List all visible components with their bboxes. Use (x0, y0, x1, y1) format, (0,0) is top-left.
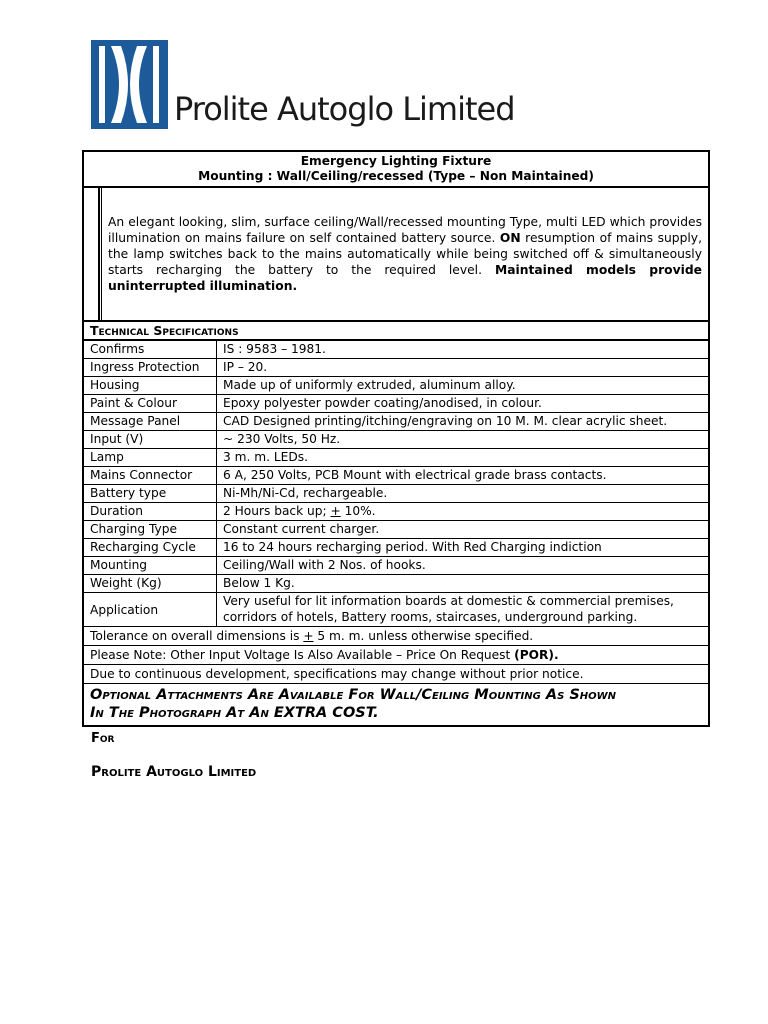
table-row (84, 467, 708, 485)
application-line1: Very useful for lit information boards at domestic & commercial premises, (223, 594, 674, 608)
company-logo (91, 40, 515, 132)
table-row (84, 377, 708, 395)
product-header (84, 152, 708, 188)
duration-suffix: 10%. (340, 504, 376, 518)
spec-value (217, 593, 708, 626)
voltage-bold: (POR). (514, 648, 559, 662)
spec-label: Lamp (84, 449, 217, 466)
spec-label: Message Panel (84, 413, 217, 430)
for-label: For (91, 731, 115, 746)
description-on: ON (499, 231, 521, 245)
voltage-text: Please Note: Other Input Voltage Is Also Available – Price On Request (90, 648, 515, 662)
table-row (84, 503, 708, 521)
spec-label: Paint & Colour (84, 395, 217, 412)
description-part2: resumption of mains supply, the lamp switches back to the mains automatically while being switched off & simultaneously starts recharging the battery to the required level. (108, 231, 702, 277)
table-row (84, 395, 708, 413)
description-bold: Maintained models provide uninterrupted illumination. (108, 263, 702, 293)
company-name: Prolite Autoglo Limited (174, 90, 515, 128)
spec-value: ~ 230 Volts, 50 Hz. (223, 432, 341, 446)
spec-value: Ceiling/Wall with 2 Nos. of hooks. (223, 558, 426, 572)
table-row (84, 539, 708, 557)
spec-value: Constant current charger. (223, 522, 380, 536)
spec-label: Weight (Kg) (84, 575, 217, 592)
spec-label: Input (V) (84, 431, 217, 448)
spec-label: Duration (84, 503, 217, 520)
spec-label: Mounting (84, 557, 217, 574)
spec-value: Ni-Mh/Ni-Cd, rechargeable. (223, 486, 388, 500)
optional-line2: In The Photograph At An EXTRA COST. (90, 705, 379, 721)
table-row (84, 359, 708, 377)
optional-attachments-note (84, 683, 708, 725)
product-subtitle: Mounting : Wall/Ceiling/recessed (Type – Non Maintained) (198, 169, 594, 183)
application-line2: corridors of hotels, Battery rooms, staircases, underground parking. (223, 610, 638, 624)
spec-label: Housing (84, 377, 217, 394)
tolerance-prefix: Tolerance on overall dimensions is (90, 629, 304, 643)
spec-value: IS : 9583 – 1981. (223, 342, 326, 356)
table-row (84, 413, 708, 431)
spec-sheet (82, 150, 710, 727)
spec-label: Mains Connector (84, 467, 217, 484)
spec-label: Confirms (84, 341, 217, 358)
tolerance-suffix: 5 m. m. unless otherwise specified. (313, 629, 534, 643)
divider (98, 188, 100, 320)
spec-value: Made up of uniformly extruded, aluminum alloy. (223, 378, 516, 392)
spec-value: IP – 20. (223, 360, 268, 374)
spec-label: Application (84, 593, 217, 626)
product-title: Emergency Lighting Fixture (300, 154, 492, 168)
table-row (84, 449, 708, 467)
signatory-label: Prolite Autoglo Limited (91, 764, 257, 780)
table-row (84, 593, 708, 627)
logo-mark-icon (91, 40, 168, 129)
spec-label: Battery type (84, 485, 217, 502)
spec-value: 6 A, 250 Volts, PCB Mount with electrical grade brass contacts. (223, 468, 607, 482)
table-row (84, 557, 708, 575)
table-row (84, 341, 708, 359)
table-row (84, 521, 708, 539)
description-text (108, 214, 702, 294)
spec-value: 3 m. m. LEDs. (223, 450, 308, 464)
plus-minus-sign: + (303, 629, 314, 643)
spec-value: CAD Designed printing/itching/engraving on 10 M. M. clear acrylic sheet. (223, 414, 668, 428)
spec-value (217, 503, 708, 520)
spec-label: Charging Type (84, 521, 217, 538)
duration-prefix: 2 Hours back up; (223, 504, 331, 518)
tolerance-note (84, 627, 708, 646)
spec-value: Below 1 Kg. (223, 576, 295, 590)
product-description (84, 188, 708, 322)
table-row (84, 485, 708, 503)
development-note: Due to continuous development, specifications may change without prior notice. (90, 667, 584, 681)
spec-label: Recharging Cycle (84, 539, 217, 556)
voltage-note (84, 646, 708, 665)
table-row (84, 575, 708, 593)
plus-minus-sign: + (330, 504, 341, 518)
optional-line1: Optional Attachments Are Available For Wall/Ceiling Mounting As Shown (90, 687, 617, 703)
description-part1: An elegant looking, slim, surface ceiling/Wall/recessed mounting Type, multi LED which provides illumination on mains failure on self contained battery source. (108, 215, 702, 245)
spec-value: Epoxy polyester powder coating/anodised, in colour. (223, 396, 542, 410)
spec-value: 16 to 24 hours recharging period. With Red Charging indiction (223, 540, 602, 554)
table-row (84, 431, 708, 449)
specs-heading: Technical Specifications (84, 322, 708, 341)
spec-label: Ingress Protection (84, 359, 217, 376)
divider (101, 188, 102, 320)
